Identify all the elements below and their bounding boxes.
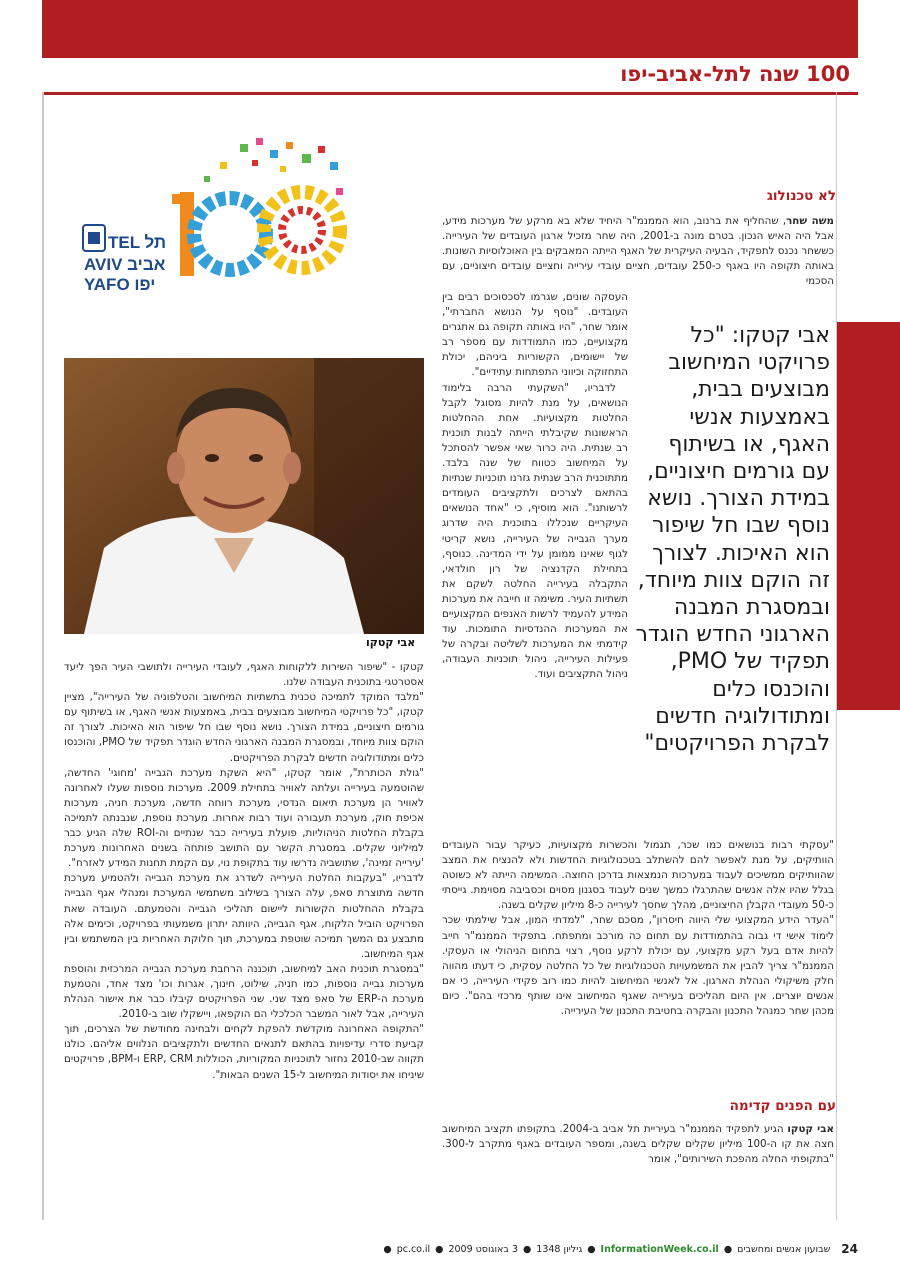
left-paragraph: לדבריו, "בעקבות החלטת העירייה לשדרג את מערכת הגבייה ולהטמיע מערכת חדשה מתוצרת סאפ, עלה הצורך בשילוב משתמשי המערכת ומנהלי אגף הגבייה בקבלת ההחלטות הקשורות ליישום תהליכי הגבייה והטמעתם. העובדה שאת הפרויקט הוביל הלקוח, אגף הגבייה, היוותה יתרון משמעותי בפרויקט, וכימים אלה מתבצע גם המשך תמיכה שוטפת במערכת, תוך חלוקת האחריות בין המשתמש ובין אגף המיחשוב. — [64, 872, 424, 960]
second-intro-text: הגיע לתפקיד הממנמ"ר בעיריית תל אביב ב-2004. בתקופתו תקציב המיחשוב חצה את קו ה-100 מיליון שקלים שקלים בשנה, ומספר העובדים באגף מתקרב ל-300. "בתקופתי החלה מהפכת השירותים", אומר — [442, 1123, 834, 1166]
site-link[interactable]: InformationWeek.co.il — [600, 1243, 719, 1255]
page-title: 100 שנה לתל-אביב-יפו — [620, 62, 850, 86]
svg-text:YAFO יפו: YAFO יפו — [84, 275, 156, 292]
bullet-icon: ● — [522, 1243, 532, 1255]
page-number: 24 — [841, 1242, 858, 1256]
left-paragraph: "גולת הכותרת", אומר קטקו, "היא השקת מערכת הגבייה 'מחוגי' החדשה, שהוטמעה בעירייה ועלתה לאוויר בתחילת 2009. מערכות נוספות שעלו לאחרונה לאוויר הן מערכת תיאום הנדסי, מערכת רווחה חדשה, מערכת חניה, מערכות אכיפת חוק, מערכת תעבורה ועוד רבות אחרות. מערכת נוספת, שנבנתה לתמיכה בקבלת החלטות הניהוליות, פועלת בעירייה כבר שנתיים וה-ROI שלה הגיע כבר למיליוני שקלים. במסגרת הקשר עם התושב פותחה בשנים האחרונות מערכת 'עירייה זמינה', שתושביה נדרשו עוד בתקופת נוי, עם הקמת תחנות המידע לאזרח". — [64, 766, 425, 870]
side-tab — [837, 322, 900, 710]
right-paragraph: "עסקתי רבות בנושאים כמו שכר, תגמול והכשרות מקצועיות, כעיקר עבור העובדים הוותיקים, על מנת לאפשר להם להשתלב בטכנולוגיות החדשות ולא להנציח את המצב שהוותיקים ממשיכים לעבוד במערכות הנמצאות בדרכן החוצה. המשימה הייתה לא כשוטה בגלל שהיו אלה אנשים שהתרגלו כמשך שנים לעבוד בסגנון מסוים וכסביבה מסוימת. גייסתי כ-50 מעובדי הקבלן החיצוניים, מהלך שחסך לעירייה כ-8 מיליון שקלים בשנה. — [442, 839, 834, 912]
section-heading-looking-forward: עם הפנים קדימה — [729, 1098, 836, 1114]
intro-paragraph — [442, 214, 834, 289]
bullet-icon: ● — [587, 1243, 596, 1255]
middle-paragraph: העסקה שונים, שגרמו לסכסוכים רבים בין העובדים. "נוסף על הנושא החברתי", אומר שחר, "היו באותה תקופה גם אתגרים מקצועיים, כמו התמודדות עם מספר רב של יישומים, הקשוריות ביניהם, יכולת התחזוקה וכיווני התפתחות עתידיים". — [442, 291, 628, 379]
bullet-icon: ● — [435, 1243, 444, 1255]
svg-text:TEL תל: TEL תל — [108, 233, 167, 252]
second-intro-name: אבי קטקו — [787, 1123, 834, 1135]
svg-text:AVIV אביב: AVIV אביב — [84, 255, 166, 274]
right-paragraph: "העדר הידע המקצועי שלי היווה חיסרון", מסכם שחר, "למדתי המון, אבל שילמתי שכר לימוד אישי די גבוה בהתמודדות עם תחום כה מורכב ומתפתח. בתפקיד הממנמ"ר חייב להיות אדם בעל רקע מקצועי, עם יכולת לרקע נוסף, רצוי בתחום הניהולי או העסקי. הממנמ"ר צריך להבין את המשמעויות הטכנולוגיות של כל החלטה עסקית, כי דעתו מהווה חלק משיקולי הנהלת הארגון. אל לאנשי המיחשוב להיות כמו רוב פקידי העירייה, כי אם אנשים יוצרים. אין היום תהליכים בעירייה שאגף המיחשוב אינו שותף מרכזי בהם". כיום מכהן שחר כמנהל התכנון והבקרה בחטיבת התכנון של העירייה. — [442, 914, 834, 1018]
bullet-icon: ● — [383, 1243, 392, 1255]
pull-quote: אבי קטקו: "כל פרויקטי המיחשוב מבוצעים בבית, באמצעות אנשי האגף, או בשיתוף עם גורמים חיצוניים, במידת הצורך. נושא נוסף שבו חל שיפור הוא האיכות. לצורך זה הוקם צוות מיוחד, ובמסגרת המבנה הארגוני החדש הוגדר תפקיד של PMO, והוכנסו כלים ומתודולוגיה חדשים לבקרת הפרויקטים" — [635, 323, 830, 757]
tel-aviv-100-logo — [80, 132, 350, 292]
right-column-continued — [442, 838, 834, 1019]
section-heading-not-technologist: לא טכנולוג — [766, 188, 836, 204]
footer — [42, 1240, 858, 1258]
header-band — [42, 0, 858, 58]
left-column — [64, 660, 424, 1083]
second-intro-paragraph — [442, 1122, 834, 1167]
middle-paragraph: לדבריו, "השקעתי הרבה בלימוד הנושאים, על מנת להיות מסוגל לקבל החלטות מקצועיות. אחת ההחלטות הראשונות שקיבלתי הייתה לבנות תוכנית רב שנתית. היה כרור שאי אפשר להסתכל על המיחשוב כטווח של שנה בלבד. מתתוכנית הרב שנתית גזרנו תוכניות שנתיות בהתאם לצרכים ולתקציבים העומדים לרשותנו". הוא מוסיף, כי "אחד הנושאים העיקריים שנכללו בתוכנית היה שדרוג מערך הגבייה של העירייה, נושא קריטי לגוף שאינו ממומן על ידי המדינה. כנוסף, בתחילת הקדנציה של רון חולדאי, התקבלה בעירייה החלטה לשקם את תשתיות העיר. משימה זו חייבה את מערכות המידע להעמיד לרשות האנפים המקצועיים את המערכות ההנדסיות התומכות. עוד קידמתי את המערכות לשליטה ובקרה של פעילות העירייה, ניהול תוכניות העבודה, ניהול התקציבים ועוד. — [442, 381, 628, 681]
issue-date: 3 באוגוסט 2009 — [448, 1243, 518, 1255]
portrait-photo — [64, 358, 424, 634]
publication-name: שבועון אנשים ומחשבים — [737, 1243, 831, 1255]
intro-text: , שהחליף את ברנוב, הוא הממנמ"ר היחיד שלא בא מרקע של מערכות מידע, אבל היה האיש הנכון. בטרם מונה ב-2001, היה שחר מזכיל ארגון העובדים של העירייה. כששחר נכנס לתפקיד, הבעיה העיקרית של האגף הייתה המאבקים בין האוכלוסיות השונות. באותה תקופה היו באגף כ-250 עובדים, חציים עובדי עירייה וחציים עובדים חיצוניים, עם הסכמי — [442, 215, 834, 288]
left-paragraph: "התקופה האחרונה מוקדשת להפקת לקחים ולבחינה מחודשת של הצרכים, תוך קביעת סדרי עדיפויות בהתאם לתנאים החדשים ולתקציבים הנלווים אליהם. כולנו תקווה שב-2010 נחזור לתוכניות המקוריות, הכוללות ERP, CRM ו-BPM, פרויקטים שיניחו את יסודות המיחשוב ל-15 השנים הבאות". — [64, 1023, 425, 1081]
left-paragraph: "במסגרת תוכנית האב למיחשוב, תוכננה הרחבת מערכת הגבייה המרכזית והוספת מערכות גבייה נוספות, כמו חניה, שילוט, חינוך, אגרות וכו' מצד אחד, והטמעת מערכת ה-ERP של סאפ מצד שני. שני הפרויקטים קיבלו כבר את אישור הנהלת העירייה, אבל לאור המשבר הכלכלי הם הוקפאו, ויישקלו שוב ב-2010. — [64, 962, 424, 1021]
number-100-mark — [172, 138, 343, 276]
bullet-icon: ● — [723, 1243, 733, 1255]
left-paragraph: "מלבד המוקד לתמיכה טכנית בתשתיות המיחשוב והטלפוניה של העירייה", מציין קטקו, "כל פרויקטי המיחשוב מבוצעים בבית, באמצעות אנשי האגף, או בשיתוף עם גורמים חיצוניים, במידת הצורך. נושא נוסף שבו חל שיפור הוא האיכות. לצורך זה הוקם צוות מיוחד, ובמסגרת המבנה הארגוני החדש הוגדר תפקיד של PMO, והוכנסו כלים ומתודולוגיה חדשים לבקרת הפרויקטים. — [64, 691, 424, 764]
frame-left-rule — [42, 92, 44, 1220]
site2-link[interactable]: pc.co.il — [396, 1243, 431, 1255]
photo-caption: אבי קטקו — [366, 636, 416, 649]
intro-name: משה שחר — [786, 215, 834, 227]
left-paragraph: קטקו - "שיפור השירות ללקוחות האגף, לעובדי העירייה ולתושבי העיר הפך ליעד אסטרטגי בתוכנית העבודה שלנו. — [64, 661, 424, 689]
middle-column — [442, 290, 628, 682]
issue-number: גיליון 1348 — [536, 1243, 583, 1255]
city-emblem-icon — [83, 225, 105, 251]
